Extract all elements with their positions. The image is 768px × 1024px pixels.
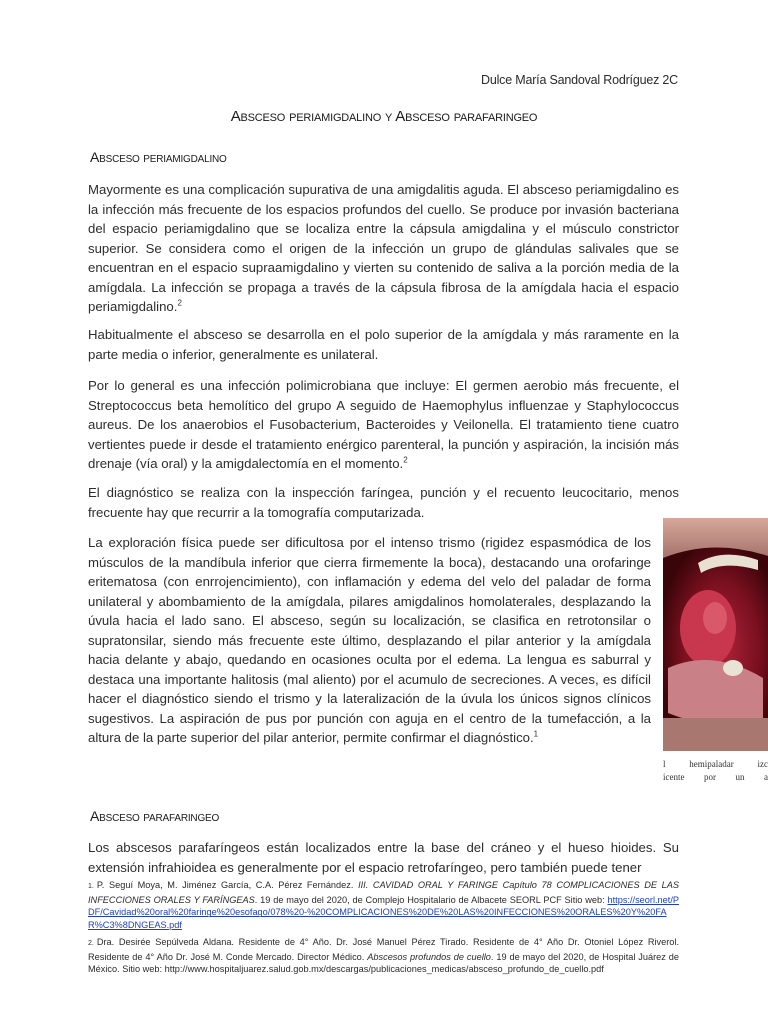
reference-1: 1. P. Seguí Moya, M. Jiménez García, C.A. Pérez Fernández. III. CAVIDAD ORAL Y FARINGE Capítulo 78 COMPLICACIONES DE LAS INFECCIONES ORALES Y FARÍNGEAS. 19 de mayo del 2020, de Complejo Hospitalario de Albacete SEORL PCF Sitio web: https://seorl.net/PDF/Cavidad%20oral%20faringe%20esofago/078%20-%20COMPLICACIONES%20DE%20LAS%20INFECCIONES%20ORALES%20Y%20FAR%C3%8DNGEAS.pdf	[88, 880, 679, 931]
paragraph: Habitualmente el absceso se desarrolla en el polo superior de la amígdala y más raramente en la parte media o inferior, generalmente es unilateral.	[88, 327, 679, 362]
paragraph: La exploración física puede ser dificultosa por el intenso trismo (rigidez espasmódica de los músculos de la mandíbula inferior que cierra firmemente la boca), destacando una orofaringe eritematosa (con enrrojencimiento), con inflamación y edema del velo del paladar de forma unilateral y abombamiento de la amígdala, pilares amigdalinos homolaterales, desplazando la úvula hacia el lado sano. El absceso, según su localización, se clasifica en retrotonsilar o supratonsilar, siendo más frecuente este último, desplazando el pilar anterior y la amígdala hacia delante y abajo, quedando en ocasiones oculta por el edema. La lengua es saburral y destaca una importante halitosis (mal aliento) por el acumulo de secreciones. A veces, es difícil hacer el diagnóstico siendo el trismo y la lateralización de la úvula los únicos signos clínicos sugestivos. La aspiración de pus por punción con aguja en el centro de la tumefacción, a la altura de la parte superior del pilar anterior, permite confirmar el diagnóstico.$^1$	[88, 535, 651, 745]
author-name: Dulce María Sandoval Rodríguez 2C	[481, 73, 678, 87]
section-heading-periamigdalino: Absceso periamigdalino	[90, 149, 227, 165]
figure-caption: l hemipaladar izc icente por un a	[663, 759, 768, 782]
throat-photo	[663, 518, 768, 751]
section-heading-parafaringeo: Absceso parafaringeo	[90, 808, 220, 824]
reference-link[interactable]: https://seorl.net/PDF/Cavidad%20oral%20faringe%20esofago/078%20-%20COMPLICACIONES%20DE%20LAS%20INFECCIONES%20ORALES%20Y%20FAR%C3%8DNGEAS.pdf	[88, 894, 679, 931]
page-title: Absceso periamigdalino y Absceso parafaringeo	[230, 108, 538, 125]
paragraph: Los abscesos parafaríngeos están localizados entre la base del cráneo y el hueso hioides. Su extensión infrahioidea es generalmente por el espacio retrofaríngeo, pero también puede tener	[88, 840, 679, 875]
paragraph: El diagnóstico se realiza con la inspección faríngea, punción y el recuento leucocitario, menos frecuente hay que recurrir a la tomografía computarizada.	[88, 485, 679, 520]
paragraph: Por lo general es una infección polimicrobiana que incluye: El germen aerobio más frecuente, el Streptococcus beta hemolítico del grupo A seguido de Haemophylus influenzae y Staphylococcus aureus. De los anaerobios el Fusobacterium, Bacteroides y Veilonella. El tratamiento tiene cuatro vertientes puede ir desde el tratamiento enérgico parenteral, la punción y aspiración, la incisión más drenaje (vía oral) y la amigdalectomía en el momento.$^2$	[88, 378, 679, 471]
paragraph: Mayormente es una complicación supurativa de una amigdalitis aguda. El absceso periamigdalino es la infección más frecuente de los espacios profundos del cuello. Se produce por invasión bacteriana del espacio periamigdalino que se localiza entre la cápsula amigdalina y el músculo constrictor superior. Se considera como el origen de la infección un grupo de glándulas salivales que se encuentran en el espacio supraamigdalino y vierten su contenido de saliva a la porción media de la amígdala. La infección se propaga a través de la cápsula fibrosa de la amígdala hacia el espacio periamigdalino.$^2$	[88, 182, 679, 314]
footnotes	[88, 879, 679, 980]
reference-2: 2. Dra. Desirée Sepúlveda Aldana. Residente de 4° Año. Dr. José Manuel Pérez Tirado. Residente de 4° Año Dr. Otoniel López Riverol. Residente de 4° Año Dr. José M. Conde Mercado. Director Médico. Abscesos profundos de cuello. 19 de mayo del 2020, de Hospital Juárez de México. Sitio web: http://www.hospitaljuarez.salud.gob.mx/descargas/publicaciones_medicas/absceso_profundo_de_cuello.pdf	[88, 936, 680, 975]
